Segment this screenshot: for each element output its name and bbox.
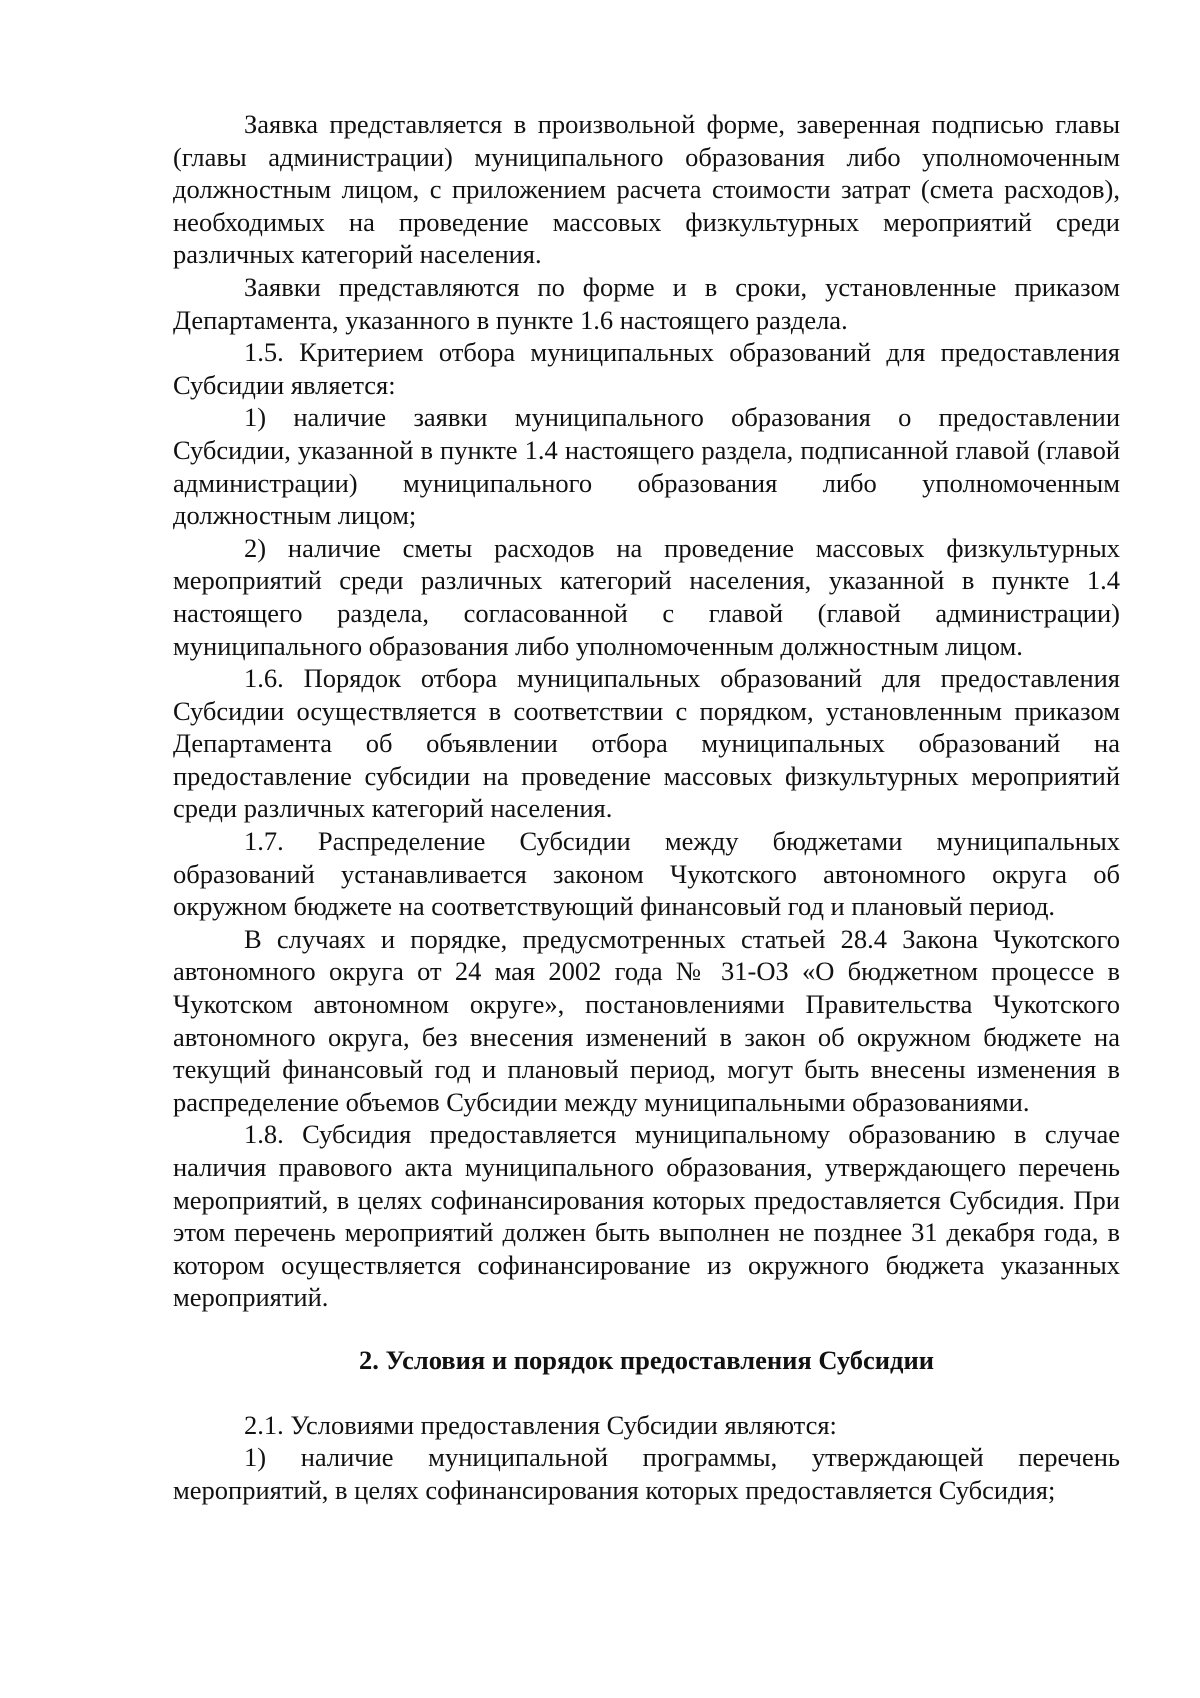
document-page [173,108,1120,1506]
paragraph-2-1-conditions: 2.1. Условиями предоставления Субсидии являются: [244,1409,837,1440]
paragraph-application-form: Заявка представляется в произвольной форме, заверенная подписью главы (главы администрации) муниципального образования либо уполномоченным должностным лицом, с приложением расчета стоимости затрат (смета расходов), необходимых на проведение массовых физкультурных мероприятий среди различных категорий населения. [173,109,1120,270]
section-heading: 2. Условия и порядок предоставления Субсидии [358,1344,934,1375]
paragraph-condition-1: 1) наличие муниципальной программы, утверждающей перечень мероприятий, в целях софинансирования которых предоставляется Субсидия; [173,1442,1120,1505]
paragraph-criterion-2: 2) наличие сметы расходов на проведение массовых физкультурных мероприятий среди различных категорий населения, указанной в пункте 1.4 настоящего раздела, согласованной с главой (главой администрации) муниципального образования либо уполномоченным должностным лицом. [173,532,1120,661]
paragraph-1-6-selection-procedure: 1.6. Порядок отбора муниципальных образований для предоставления Субсидии осуществляется в соответствии с порядком, установленным приказом Департамента об объявлении отбора муниципальных образований на предоставление субсидии на проведение массовых физкультурных мероприятий среди различных категорий населения. [173,663,1120,824]
paragraph-1-7-distribution: 1.7. Распределение Субсидии между бюджетами муниципальных образований устанавливается законом Чукотского автономного округа об окружном бюджете на соответствующий финансовый год и плановый период. [173,826,1120,922]
paragraph-distribution-changes: В случаях и порядке, предусмотренных статьей 28.4 Закона Чукотского автономного округа от 24 мая 2002 года № 31-ОЗ «О бюджетном процессе в Чукотском автономном округе», постановлениями Правительства Чукотского автономного округа, без внесения изменений в закон об окружном бюджете на текущий финансовый год и плановый период, могут быть внесены изменения в распределение объемов Субсидии между муниципальными образованиями. [173,923,1120,1117]
paragraph-criterion-1: 1) наличие заявки муниципального образования о предоставлении Субсидии, указанной в пункте 1.4 настоящего раздела, подписанной главой (главой администрации) муниципального образования либо уполномоченным должностным лицом; [173,402,1120,531]
paragraph-application-deadlines: Заявки представляются по форме и в сроки, установленные приказом Департамента, указанного в пункте 1.6 настоящего раздела. [173,271,1120,335]
paragraph-1-8-legal-act: 1.8. Субсидия предоставляется муниципальному образованию в случае наличия правового акта муниципального образования, утверждающего перечень мероприятий, в целях софинансирования которых предоставляется Субсидия. При этом перечень мероприятий должен быть выполнен не позднее 31 декабря года, в котором осуществляется софинансирование из окружного бюджета указанных мероприятий. [173,1119,1120,1313]
paragraph-1-5-selection-criterion: 1.5. Критерием отбора муниципальных образований для предоставления Субсидии является: [173,337,1120,400]
